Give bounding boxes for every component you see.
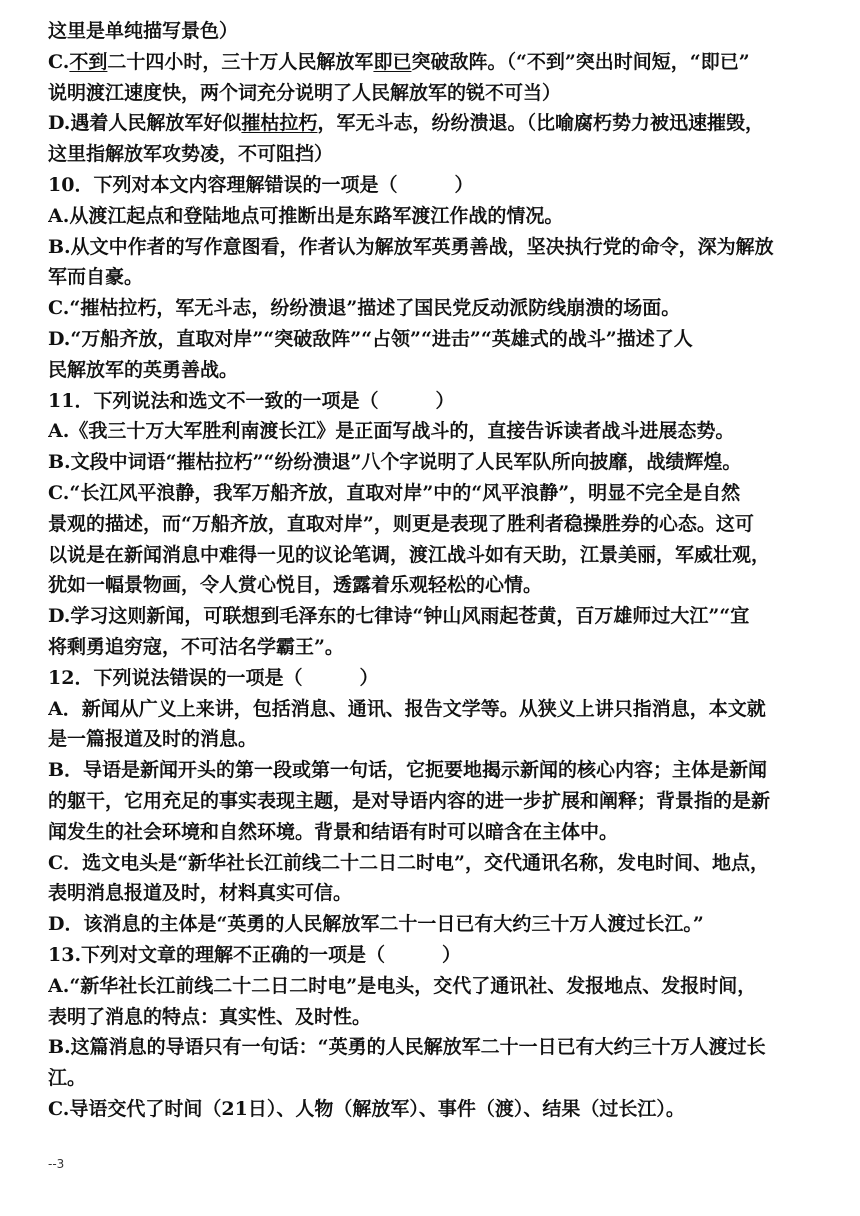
text-line: 说明渡江速度快，两个词充分说明了人民解放军的锐不可当） xyxy=(48,81,562,104)
text-line: B.这篇消息的导语只有一句话：“英勇的人民解放军二十一日已有大约三十万人渡过长 xyxy=(48,1036,766,1059)
text-line: 犹如一幅景物画，令人赏心悦目，透露着乐观轻松的心情。 xyxy=(48,574,543,597)
text-line: 景观的描述，而“万船齐放，直取对岸”，则更是表现了胜利者稳操胜券的心态。这可 xyxy=(48,512,754,535)
text-line: A．新闻从广义上来讲，包括消息、通讯、报告文学等。从狭义上讲只指消息，本文就 xyxy=(48,697,766,720)
question-10: 10．下列对本文内容理解错误的一项是（ ） xyxy=(48,173,474,196)
underlined-term: 不到 xyxy=(69,50,108,73)
text-line: 表明了消息的特点：真实性、及时性。 xyxy=(48,1005,372,1028)
text-line: 这里是单纯描写景色） xyxy=(48,20,239,42)
text-line: C.“摧枯拉朽，军无斗志，纷纷溃退”描述了国民党反动派防线崩溃的场面。 xyxy=(48,297,681,320)
underlined-term: 即已 xyxy=(373,50,412,73)
text-line: D.学习这则新闻，可联想到毛泽东的七律诗“钟山风雨起苍黄，百万雄师过大江”“宜 xyxy=(48,605,750,628)
text-line: C.导语交代了时间（21日）、人物（解放军）、事件（渡）、结果（过长江）。 xyxy=(48,1097,685,1120)
text-line: B．导语是新闻开头的第一段或第一句话，它扼要地揭示新闻的核心内容；主体是新闻 xyxy=(48,759,768,782)
text-line: D．该消息的主体是“英勇的人民解放军二十一日已有大约三十万人渡过长江。” xyxy=(48,913,704,936)
text-line: C．选文电头是“新华社长江前线二十二日二时电”，交代通讯名称，发电时间、地点， xyxy=(48,851,769,874)
text-line: 闻发生的社会环境和自然环境。背景和结语有时可以暗含在主体中。 xyxy=(48,820,619,843)
text-line: 军而自豪。 xyxy=(48,266,144,289)
page-number: --3 xyxy=(48,1157,65,1171)
text-line: C.不到二十四小时，三十万人民解放军即已突破敌阵。（“不到”突出时间短，“即已” xyxy=(48,50,750,73)
text-line: 的躯干，它用充足的事实表现主题，是对导语内容的进一步扩展和阐释；背景指的是新 xyxy=(48,789,771,812)
text-line: B.文段中词语“摧枯拉朽”“纷纷溃退”八个字说明了人民军队所向披靡，战绩辉煌。 xyxy=(48,451,742,474)
underlined-term: 摧枯拉朽 xyxy=(241,112,318,135)
text-line: 江。 xyxy=(48,1067,87,1090)
text-line: B.从文中作者的写作意图看，作者认为解放军英勇善战，坚决执行党的命令，深为解放 xyxy=(48,235,774,258)
text-line: A.从渡江起点和登陆地点可推断出是东路军渡江作战的情况。 xyxy=(48,204,564,227)
text-line: 表明消息报道及时，材料真实可信。 xyxy=(48,882,353,905)
text-line: C.“长江风平浪静，我军万船齐放，直取对岸”中的“风平浪静”，明显不完全是自然 xyxy=(48,481,741,504)
text-line: 是一篇报道及时的消息。 xyxy=(48,728,258,751)
question-11: 11．下列说法和选文不一致的一项是（ ） xyxy=(48,389,455,412)
text-line: 将剩勇追穷寇，不可沽名学霸王”。 xyxy=(48,635,344,658)
text-line: D.遇着人民解放军好似摧枯拉朽，军无斗志，纷纷溃退。（比喻腐朽势力被迅速摧毁， xyxy=(48,112,764,135)
text-line: A.“新华社长江前线二十二日二时电”是电头，交代了通讯社、发报地点、发报时间， xyxy=(48,974,757,997)
text-line: A.《我三十万大军胜利南渡长江》是正面写战斗的，直接告诉读者战斗进展态势。 xyxy=(48,420,735,443)
text-line: 民解放军的英勇善战。 xyxy=(48,358,239,381)
question-12: 12．下列说法错误的一项是（ ） xyxy=(48,666,379,689)
text-line: 这里指解放军攻势凌，不可阻挡） xyxy=(48,143,334,166)
question-13: 13.下列对文章的理解不正确的一项是（ ） xyxy=(48,943,462,966)
text-line: D.“万船齐放，直取对岸”“突破敌阵”“占领”“进击”“英雄式的战斗”描述了人 xyxy=(48,327,693,350)
text-line: 以说是在新闻消息中难得一见的议论笔调，渡江战斗如有天助，江景美丽，军威壮观， xyxy=(48,543,771,566)
